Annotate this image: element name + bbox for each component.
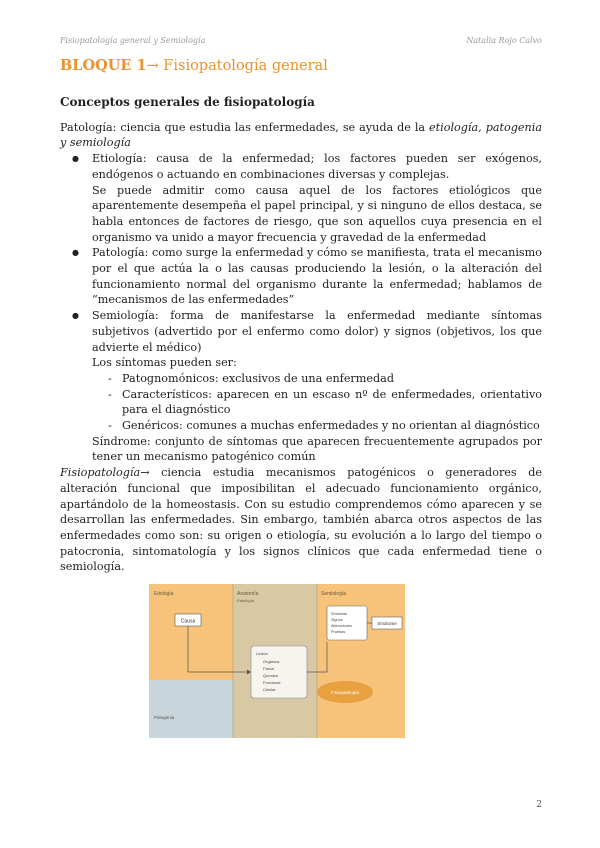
lesion-head: Lesión	[256, 651, 268, 656]
sintomas-intro: Los síntomas pueden ser:	[92, 356, 237, 370]
bullet-patologia	[92, 245, 542, 308]
label-etiologia: Etiología	[154, 591, 174, 597]
patologia-text: ● Patología: como surge la enfermedad y cómo se manifiesta, trata el mecanismo por el que actúa la o las causas produciendo la lesión, o la alteración del funcionamiento normal del organismo durante la enfermedad; hablamos de “mecanismos de las enfermedades”	[92, 246, 542, 307]
fisio-term: Fisiopatología	[60, 466, 141, 480]
sintomas-list	[92, 371, 542, 434]
header-right: Natalia Rojo Calvo	[466, 36, 542, 45]
semiologia-text: ● Semiología: forma de manifestarse la enfermedad mediante síntomas subjetivos (advertido por el enfermo como dolor) y signos (objetivos, los que advierte el médico)	[92, 309, 542, 354]
section-title: Conceptos generales de fisiopatología	[60, 95, 315, 109]
bullet-etiologia	[92, 151, 542, 245]
etiologia-text: ● Etiología: causa de la enfermedad; los factores pueden ser exógenos, endógenos o actuando en combinaciones diversas y complejas.	[92, 152, 542, 181]
causa-label: Causa	[180, 618, 196, 625]
intro-text: Patología: ciencia que estudia las enfermedades, se ayuda de la	[60, 120, 430, 134]
fisio-text: ciencia estudia mecanismos patogénicos o generadores de alteración funcional que imposibilitan el adecuado funcionamiento orgánico, apartándolo de la homeostasis. Con su estudio comprendemos cómo aparecen y se desarrollan las enfermedades. Sin embargo, también abarca otros aspectos de las enfermedades como son: su origen o etiología, su evolución a lo largo del tiempo o patocronia, sintomatología y los signos clínicos que cada enfermedad tiene o semiología.	[60, 466, 542, 574]
label-semiologia: Semiología	[321, 591, 347, 597]
block-arrow: →	[146, 58, 159, 74]
lesion-item: Química	[263, 673, 278, 678]
concepts-diagram	[149, 584, 405, 738]
sindrome-label: Síndrome	[377, 621, 397, 626]
page-number: 2	[536, 800, 542, 810]
bullet-semiologia	[92, 308, 542, 465]
etiologia-panel	[149, 584, 233, 680]
concepts-list	[60, 151, 542, 465]
intro-paragraph	[60, 120, 542, 151]
etiologia-extra: Se puede admitir como causa aquel de los factores etiológicos que aparentemente desempeña el papel principal, y si ninguno de ellos destaca, se habla entonces de factores de riesgo, que son aquellos cuya presencia en el organismo va unido a mayor frecuencia y gravedad de la enfermedad	[92, 183, 542, 244]
list-item: - Genéricos: comunes a muchas enfermedades y no orientan al diagnóstico	[122, 418, 542, 434]
block-title-text: Fisiopatología general	[158, 58, 328, 74]
block-label: BLOQUE 1	[60, 57, 147, 74]
signs-item: Signos	[331, 618, 343, 622]
label-anatomia: Anatomía	[237, 591, 259, 597]
signs-item: Pruebas	[331, 630, 346, 634]
label-patogenia: Patogenia	[154, 715, 175, 720]
lesion-item: Física	[263, 666, 274, 671]
label-anatomia-sub: Patología	[237, 598, 254, 603]
header-left: Fisiopatología general y Semiología	[60, 36, 206, 45]
sindrome-text: Síndrome: conjunto de síntomas que aparecen frecuentemente agrupados por tener un mecanismo patogénico común	[92, 434, 542, 464]
list-item: - Característicos: aparecen en un escaso nº de enfermedades, orientativo para el diagnóstico	[122, 387, 542, 418]
intro-italic: etiología, patogenia y semiología	[60, 120, 542, 150]
fisio-arrow: →	[140, 466, 150, 480]
fisiopatologia-paragraph	[60, 465, 542, 575]
lesion-item: Orgánica	[263, 659, 280, 664]
signs-item: Síntomas	[331, 612, 348, 616]
lesion-item: Celular	[263, 687, 276, 692]
signs-item: Alteraciones	[331, 624, 352, 628]
lesion-item: Funcional	[263, 680, 281, 685]
list-item: - Patognomónicos: exclusivos de una enfermedad	[122, 371, 542, 387]
oval-label: Fisiopatología	[330, 690, 360, 695]
document-body	[60, 95, 542, 575]
block-title	[60, 57, 328, 74]
patogenia-panel	[149, 680, 233, 738]
